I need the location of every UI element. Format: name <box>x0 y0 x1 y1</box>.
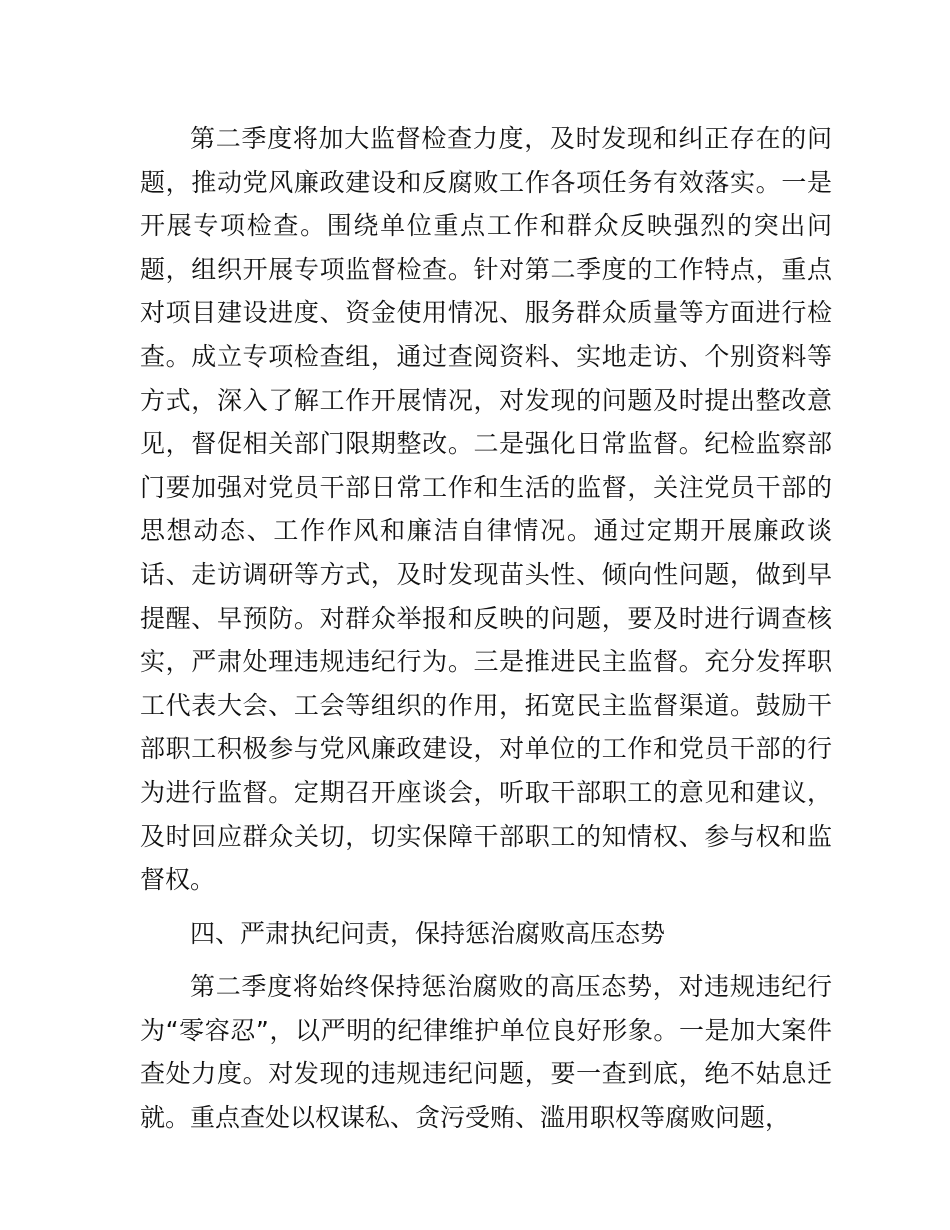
document-body <box>140 117 832 1140</box>
section-heading: 四、严肃执纪问责，保持惩治腐败高压态势 <box>190 918 666 948</box>
paragraph-discipline: 第二季度将始终保持惩治腐败的高压态势，对违规违纪行为“零容忍”，以严明的纪律维护单位良好形象。一是加大案件查处力度。对发现的违规违纪问题，要一查到底，绝不姑息迁就。重点查处以权谋私、贪污受贿、滥用职权等腐败问题， <box>140 972 832 1133</box>
paragraph-supervision: 第二季度将加大监督检查力度，及时发现和纠正存在的问题，推动党风廉政建设和反腐败工作各项任务有效落实。一是开展专项检查。围绕单位重点工作和群众反映强烈的突出问题，组织开展专项监督检查。针对第二季度的工作特点，重点对项目建设进度、资金使用情况、服务群众质量等方面进行检查。成立专项检查组，通过查阅资料、实地走访、个别资料等方式，深入了解工作开展情况，对发现的问题及时提出整改意见，督促相关部门限期整改。二是强化日常监督。纪检监察部门要加强对党员干部日常工作和生活的监督，关注党员干部的思想动态、工作作风和廉洁自律情况。通过定期开展廉政谈话、走访调研等方式，及时发现苗头性、倾向性问题，做到早提醒、早预防。对群众举报和反映的问题，要及时进行调查核实，严肃处理违规违纪行为。三是推进民主监督。充分发挥职工代表大会、工会等组织的作用，拓宽民主监督渠道。鼓励干部职工积极参与党风廉政建设，对单位的工作和党员干部的行为进行监督。定期召开座谈会，听取干部职工的意见和建议，及时回应群众关切，切实保障干部职工的知情权、参与权和监督权。 <box>140 124 832 895</box>
